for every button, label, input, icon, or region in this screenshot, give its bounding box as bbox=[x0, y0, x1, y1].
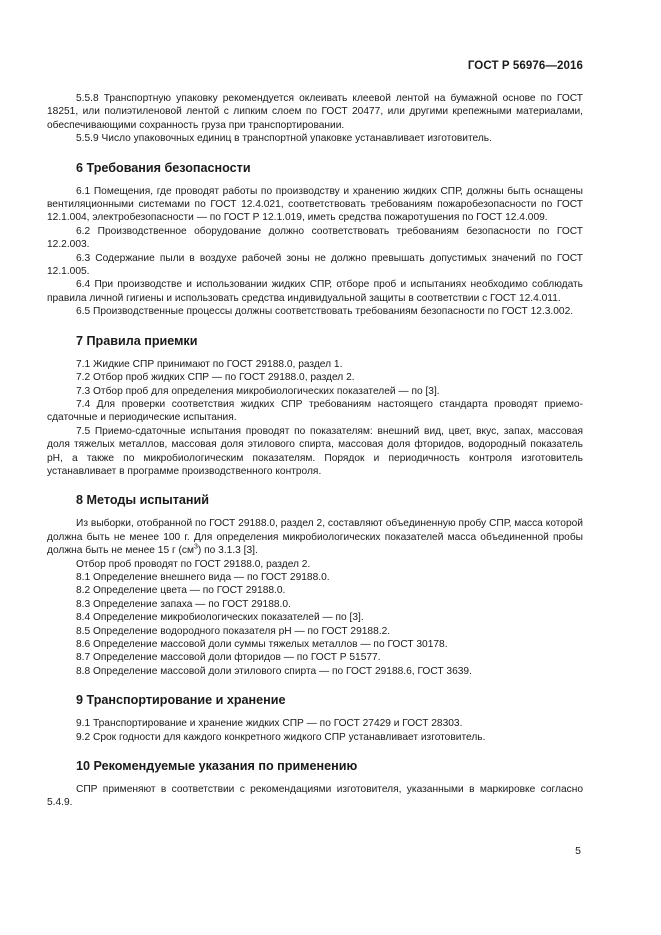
paragraph-8-3: 8.3 Определение запаха — по ГОСТ 29188.0. bbox=[76, 598, 291, 610]
superscript-cube: 3 bbox=[194, 543, 198, 551]
paragraph-7-3: 7.3 Отбор проб для определения микробиологических показателей — по [3]. bbox=[76, 385, 440, 397]
paragraph-10-text: СПР применяют в соответствии с рекомендациями изготовителя, указанными в маркировке согласно 5.4.9. bbox=[47, 784, 583, 809]
document-code-header: ГОСТ Р 56976—2016 bbox=[467, 60, 583, 72]
paragraph-7-2: 7.2 Отбор проб жидких СПР — по ГОСТ 29188.0, раздел 2. bbox=[76, 372, 355, 384]
paragraph-6-3: 6.3 Содержание пыли в воздухе рабочей зоны не должно превышать допустимых значений по ГОСТ 12.1.005. bbox=[47, 252, 583, 278]
section-9-heading: 9 Транспортирование и хранение bbox=[76, 693, 286, 708]
paragraph-6-2: 6.2 Производственное оборудование должно соответствовать требованиям безопасности по ГОСТ 12.2.003. bbox=[47, 225, 583, 251]
paragraph-8-4: 8.4 Определение микробиологических показателей — по [3]. bbox=[76, 612, 364, 624]
paragraph-8-2: 8.2 Определение цвета — по ГОСТ 29188.0. bbox=[76, 585, 286, 597]
paragraph-8-intro-text-a: Из выборки, отобранной по ГОСТ 29188.0, раздел 2, составляют объединенную пробу СПР, масса которой должна быть не менее 100 г. Для определения микробиологических показателей масса объединенной пробы должна быть не менее 15 г (см bbox=[47, 518, 583, 557]
document-body bbox=[47, 92, 583, 810]
paragraph-6-4: 6.4 При производстве и использовании жидких СПР, отборе проб и испытаниях необходимо соблюдать правила личной гигиены и использовать средства индивидуальной защиты в соответствии с ГОСТ 12.4.011. bbox=[47, 279, 583, 304]
paragraph-5-5-8: 5.5.8 Транспортную упаковку рекомендуется оклеивать клеевой лентой на бумажной основе по ГОСТ 18251, или полиэтиленовой лентой с липким слоем по ГОСТ 20477, или другими крепежными материалами, обеспечивающими сохранность груза при транспортировании. bbox=[47, 93, 583, 131]
section-7-heading: 7 Правила приемки bbox=[76, 333, 198, 348]
section-8-heading: 8 Методы испытаний bbox=[76, 493, 209, 508]
page-number: 5 bbox=[575, 845, 581, 857]
paragraph-8-6: 8.6 Определение массовой доли суммы тяжелых металлов — по ГОСТ 30178. bbox=[76, 639, 448, 650]
paragraph-7-5: 7.5 Приемо-сдаточные испытания проводят по показателям: внешний вид, цвет, вкус, запах, массовая доля тяжелых металлов, массовая доля этилового спирта, массовая доля фторидов, водородный показатель pH, а также по микробиологическим показателям. Порядок и периодичность контроля изготовитель устанавливает в программе производственного контроля. bbox=[47, 425, 583, 477]
section-6-heading: 6 Требования безопасности bbox=[76, 160, 251, 175]
section-10-heading: 10 Рекомендуемые указания по применению bbox=[76, 759, 358, 774]
paragraph-8-1: 8.1 Определение внешнего вида — по ГОСТ 29188.0. bbox=[76, 571, 330, 583]
paragraph-6-5: 6.5 Производственные процессы должны соответствовать требованиям безопасности по ГОСТ 12.3.002. bbox=[76, 306, 574, 318]
paragraph-8-intro-text-b: ) по 3.1.3 [3]. bbox=[197, 545, 258, 557]
paragraph-7-1: 7.1 Жидкие СПР принимают по ГОСТ 29188.0, раздел 1. bbox=[76, 358, 343, 370]
paragraph-7-4: 7.4 Для проверки соответствия жидких СПР требованиям настоящего стандарта проводят приемо-сдаточные и периодические испытания. bbox=[47, 398, 583, 424]
paragraph-8-7: 8.7 Определение массовой доли фторидов — по ГОСТ Р 51577. bbox=[76, 652, 381, 664]
paragraph-6-1: 6.1 Помещения, где проводят работы по производству и хранению жидких СПР, должны быть оснащены вентиляционными системами по ГОСТ 12.4.021, соответствовать требованиям пожаробезопасности по ГОСТ 12.1.004, электробезопасности — по ГОСТ Р 12.1.019, иметь средства пожаротушения по ГОСТ 12.4.009. bbox=[47, 185, 583, 224]
paragraph-8-intro bbox=[47, 517, 583, 557]
paragraph-9-1: 9.1 Транспортирование и хранение жидких СПР — по ГОСТ 27429 и ГОСТ 28303. bbox=[76, 718, 463, 730]
paragraph-8-8: 8.8 Определение массовой доли этилового спирта — по ГОСТ 29188.6, ГОСТ 3639. bbox=[76, 665, 472, 677]
paragraph-5-5-9: 5.5.9 Число упаковочных единиц в транспортной упаковке устанавливает изготовитель. bbox=[76, 133, 492, 145]
paragraph-8-5: 8.5 Определение водородного показателя pH — по ГОСТ 29188.2. bbox=[76, 625, 391, 637]
paragraph-8-sampling: Отбор проб проводят по ГОСТ 29188.0, раздел 2. bbox=[76, 558, 311, 570]
paragraph-9-2: 9.2 Срок годности для каждого конкретного жидкого СПР устанавливает изготовитель. bbox=[76, 731, 486, 743]
